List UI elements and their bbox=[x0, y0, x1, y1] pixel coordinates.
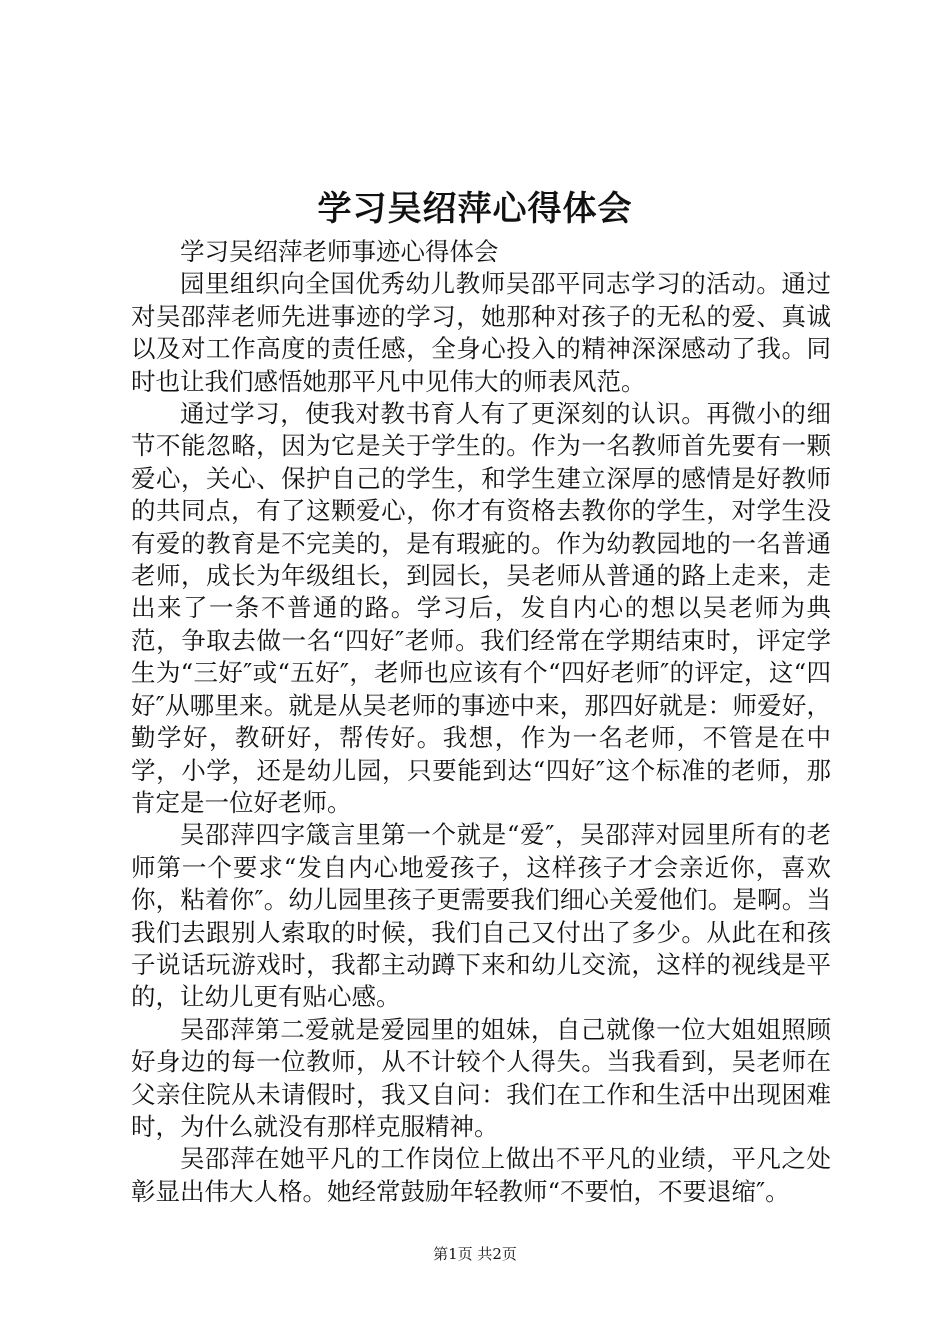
document-body bbox=[131, 236, 831, 1208]
paragraph-subtitle: 学习吴绍萍老师事迹心得体会 bbox=[180, 237, 499, 266]
paragraph-1: 园里组织向全国优秀幼儿教师吴邵平同志学习的活动。通过对吴邵萍老师先进事迹的学习，她那种对孩子的无私的爱、真诚以及对工作高度的责任感，全身心投入的精神深深感动了我。同时也让我们感悟她那平凡中见伟大的师表风范。 bbox=[131, 269, 831, 396]
paragraph-5: 吴邵萍在她平凡的工作岗位上做出不平凡的业绩，平凡之处彰显出伟大人格。她经常鼓励年轻教师“不要怕，不要退缩″。 bbox=[131, 1144, 831, 1206]
paragraph-2: 通过学习，使我对教书育人有了更深刻的认识。再微小的细节不能忽略，因为它是关于学生的。作为一名教师首先要有一颗爱心，关心、保护自己的学生，和学生建立深厚的感情是好教师的共同点，有了这颗爱心，你才有资格去教你的学生，对学生没有爱的教育是不完美的，是有瑕疵的。作为幼教园地的一名普通老师，成长为年级组长，到园长，吴老师从普通的路上走来，走出来了一条不普通的路。学习后，发自内心的想以吴老师为典范，争取去做一名“四好″老师。我们经常在学期结束时，评定学生为“三好″或“五好″，老师也应该有个“四好老师″的评定，这“四好″从哪里来。就是从吴老师的事迹中来，那四好就是：师爱好，勤学好，教研好，帮传好。我想，作为一名老师，不管是在中学，小学，还是幼儿园，只要能到达“四好″这个标准的老师，那肯定是一位好老师。 bbox=[131, 399, 831, 817]
paragraph-4: 吴邵萍第二爱就是爱园里的姐妹，自己就像一位大姐姐照顾好身边的每一位教师，从不计较个人得失。当我看到，吴老师在父亲住院从未请假时，我又自问：我们在工作和生活中出现困难时，为什么就没有那样克服精神。 bbox=[131, 1014, 831, 1141]
paragraph-3: 吴邵萍四字箴言里第一个就是“爱″，吴邵萍对园里所有的老师第一个要求“发自内心地爱孩子，这样孩子才会亲近你，喜欢你，粘着你″。幼儿园里孩子更需要我们细心关爱他们。是啊。当我们去跟别人索取的时候，我们自己又付出了多少。从此在和孩子说话玩游戏时，我都主动蹲下来和幼儿交流，这样的视线是平的，让幼儿更有贴心感。 bbox=[131, 820, 831, 1012]
page-number-footer: 第1页 共2页 bbox=[433, 1245, 517, 1263]
document-title: 学习吴绍萍心得体会 bbox=[317, 189, 633, 229]
